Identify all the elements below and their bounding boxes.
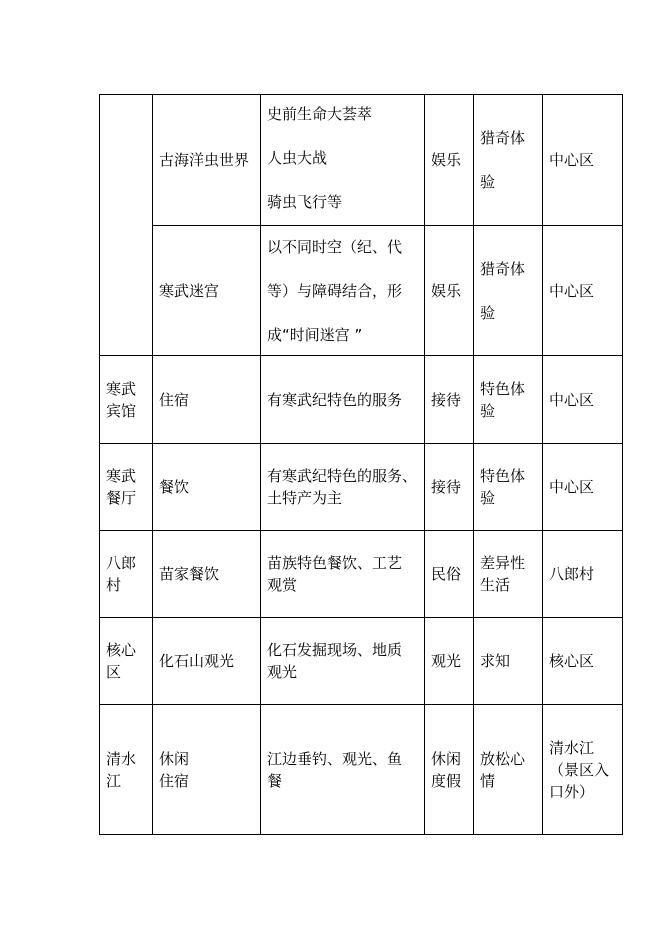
place-text: 核心 [106, 641, 137, 659]
experience-text: 验 [480, 401, 496, 420]
table-row [100, 705, 623, 835]
zone-cell [543, 226, 623, 356]
content-text: 成“时间迷宫 ” [267, 325, 363, 344]
zone-text: 中心区 [549, 281, 595, 300]
experience-text: 猎奇体 [480, 259, 526, 278]
table-row [100, 618, 623, 705]
content-text: 人虫大战 [267, 149, 328, 167]
project-cell [153, 226, 261, 356]
project-cell [153, 618, 261, 705]
place-text: 寒武 [106, 467, 137, 485]
content-text: 以不同时空（纪、代 [267, 237, 403, 256]
experience-text: 求知 [480, 652, 511, 670]
zone-cell [543, 95, 623, 226]
type-text: 接待 [431, 390, 462, 409]
project-cell [153, 444, 261, 531]
type-text: 民俗 [431, 565, 462, 583]
zone-text: 核心区 [549, 652, 595, 670]
experience-text: 特色体 [480, 379, 526, 398]
experience-text: 验 [480, 173, 496, 191]
table-row [100, 444, 623, 531]
experience-text: 差异性 [480, 554, 526, 572]
table-row [100, 95, 623, 226]
content-cell [261, 705, 425, 835]
experience-text: 特色体 [480, 467, 526, 485]
place-text: 清水 [106, 749, 137, 768]
project-text: 古海洋虫世界 [159, 151, 250, 169]
table-row [100, 226, 623, 356]
zone-cell [543, 356, 623, 444]
type-text: 度假 [431, 771, 462, 790]
project-cell [153, 705, 261, 835]
zone-text: 中心区 [549, 151, 595, 169]
experience-cell [474, 705, 543, 835]
type-cell [425, 95, 474, 226]
project-text: 餐饮 [159, 478, 190, 496]
zone-cell [543, 705, 623, 835]
experience-cell [474, 356, 543, 444]
content-cell [261, 95, 425, 226]
zone-text: 中心区 [549, 478, 595, 496]
place-text: 宾馆 [106, 401, 137, 420]
content-cell [261, 618, 425, 705]
type-cell [425, 226, 474, 356]
zone-text: 中心区 [549, 390, 595, 409]
content-text: 史前生命大荟萃 [267, 105, 373, 123]
place-cell [100, 705, 153, 835]
project-text: 住宿 [159, 771, 190, 790]
project-text: 寒武迷宫 [159, 281, 220, 300]
project-text: 化石山观光 [159, 652, 235, 670]
experience-text: 验 [480, 489, 496, 507]
place-cell [100, 531, 153, 618]
project-text: 苗家餐饮 [159, 565, 220, 583]
content-text: 化石发掘现场、地质 [267, 641, 403, 659]
place-text: 寒武 [106, 379, 137, 398]
content-text: 苗族特色餐饮、工艺 [267, 554, 403, 572]
place-cell [100, 618, 153, 705]
attraction-table [99, 94, 623, 835]
place-text: 八郎 [106, 554, 137, 572]
content-text: 观光 [267, 663, 298, 681]
table-row [100, 356, 623, 444]
content-cell [261, 531, 425, 618]
content-text: 骑虫飞行等 [267, 193, 343, 211]
place-cell [100, 95, 153, 356]
content-text: 有寒武纪特色的服务 [267, 390, 403, 409]
experience-cell [474, 444, 543, 531]
place-text: 江 [106, 771, 122, 790]
type-text: 娱乐 [431, 281, 462, 300]
type-cell [425, 531, 474, 618]
zone-text: （景区入 [549, 760, 610, 779]
type-cell [425, 705, 474, 835]
experience-cell [474, 95, 543, 226]
place-text: 村 [106, 576, 122, 594]
table-row [100, 531, 623, 618]
project-cell [153, 356, 261, 444]
type-text: 观光 [431, 652, 462, 670]
zone-cell [543, 444, 623, 531]
type-text: 接待 [431, 478, 462, 496]
project-text: 住宿 [159, 390, 190, 409]
zone-text: 清水江 [549, 738, 595, 757]
content-text: 等）与障碍结合，形 [267, 281, 403, 300]
content-text: 土特产为主 [267, 489, 343, 507]
content-text: 江边垂钓、观光、鱼 [267, 749, 403, 768]
type-text: 休闲 [431, 749, 462, 768]
type-cell [425, 444, 474, 531]
experience-text: 放松心 [480, 749, 526, 768]
place-text: 餐厅 [106, 489, 137, 507]
content-cell [261, 356, 425, 444]
content-cell [261, 226, 425, 356]
experience-cell [474, 531, 543, 618]
place-cell [100, 444, 153, 531]
type-text: 娱乐 [431, 151, 462, 169]
content-cell [261, 444, 425, 531]
project-cell [153, 531, 261, 618]
experience-text: 生活 [480, 576, 511, 594]
zone-cell [543, 618, 623, 705]
experience-text: 情 [480, 771, 496, 790]
experience-cell [474, 618, 543, 705]
place-cell [100, 356, 153, 444]
zone-text: 八郎村 [549, 565, 595, 583]
type-cell [425, 618, 474, 705]
content-text: 观赏 [267, 576, 298, 594]
project-text: 休闲 [159, 749, 190, 768]
content-text: 餐 [267, 771, 283, 790]
experience-text: 猎奇体 [480, 129, 526, 147]
experience-text: 验 [480, 303, 496, 322]
type-cell [425, 356, 474, 444]
content-text: 有寒武纪特色的服务、 [267, 467, 418, 485]
experience-cell [474, 226, 543, 356]
place-text: 区 [106, 663, 122, 681]
zone-cell [543, 531, 623, 618]
zone-text: 口外） [549, 782, 595, 801]
project-cell [153, 95, 261, 226]
